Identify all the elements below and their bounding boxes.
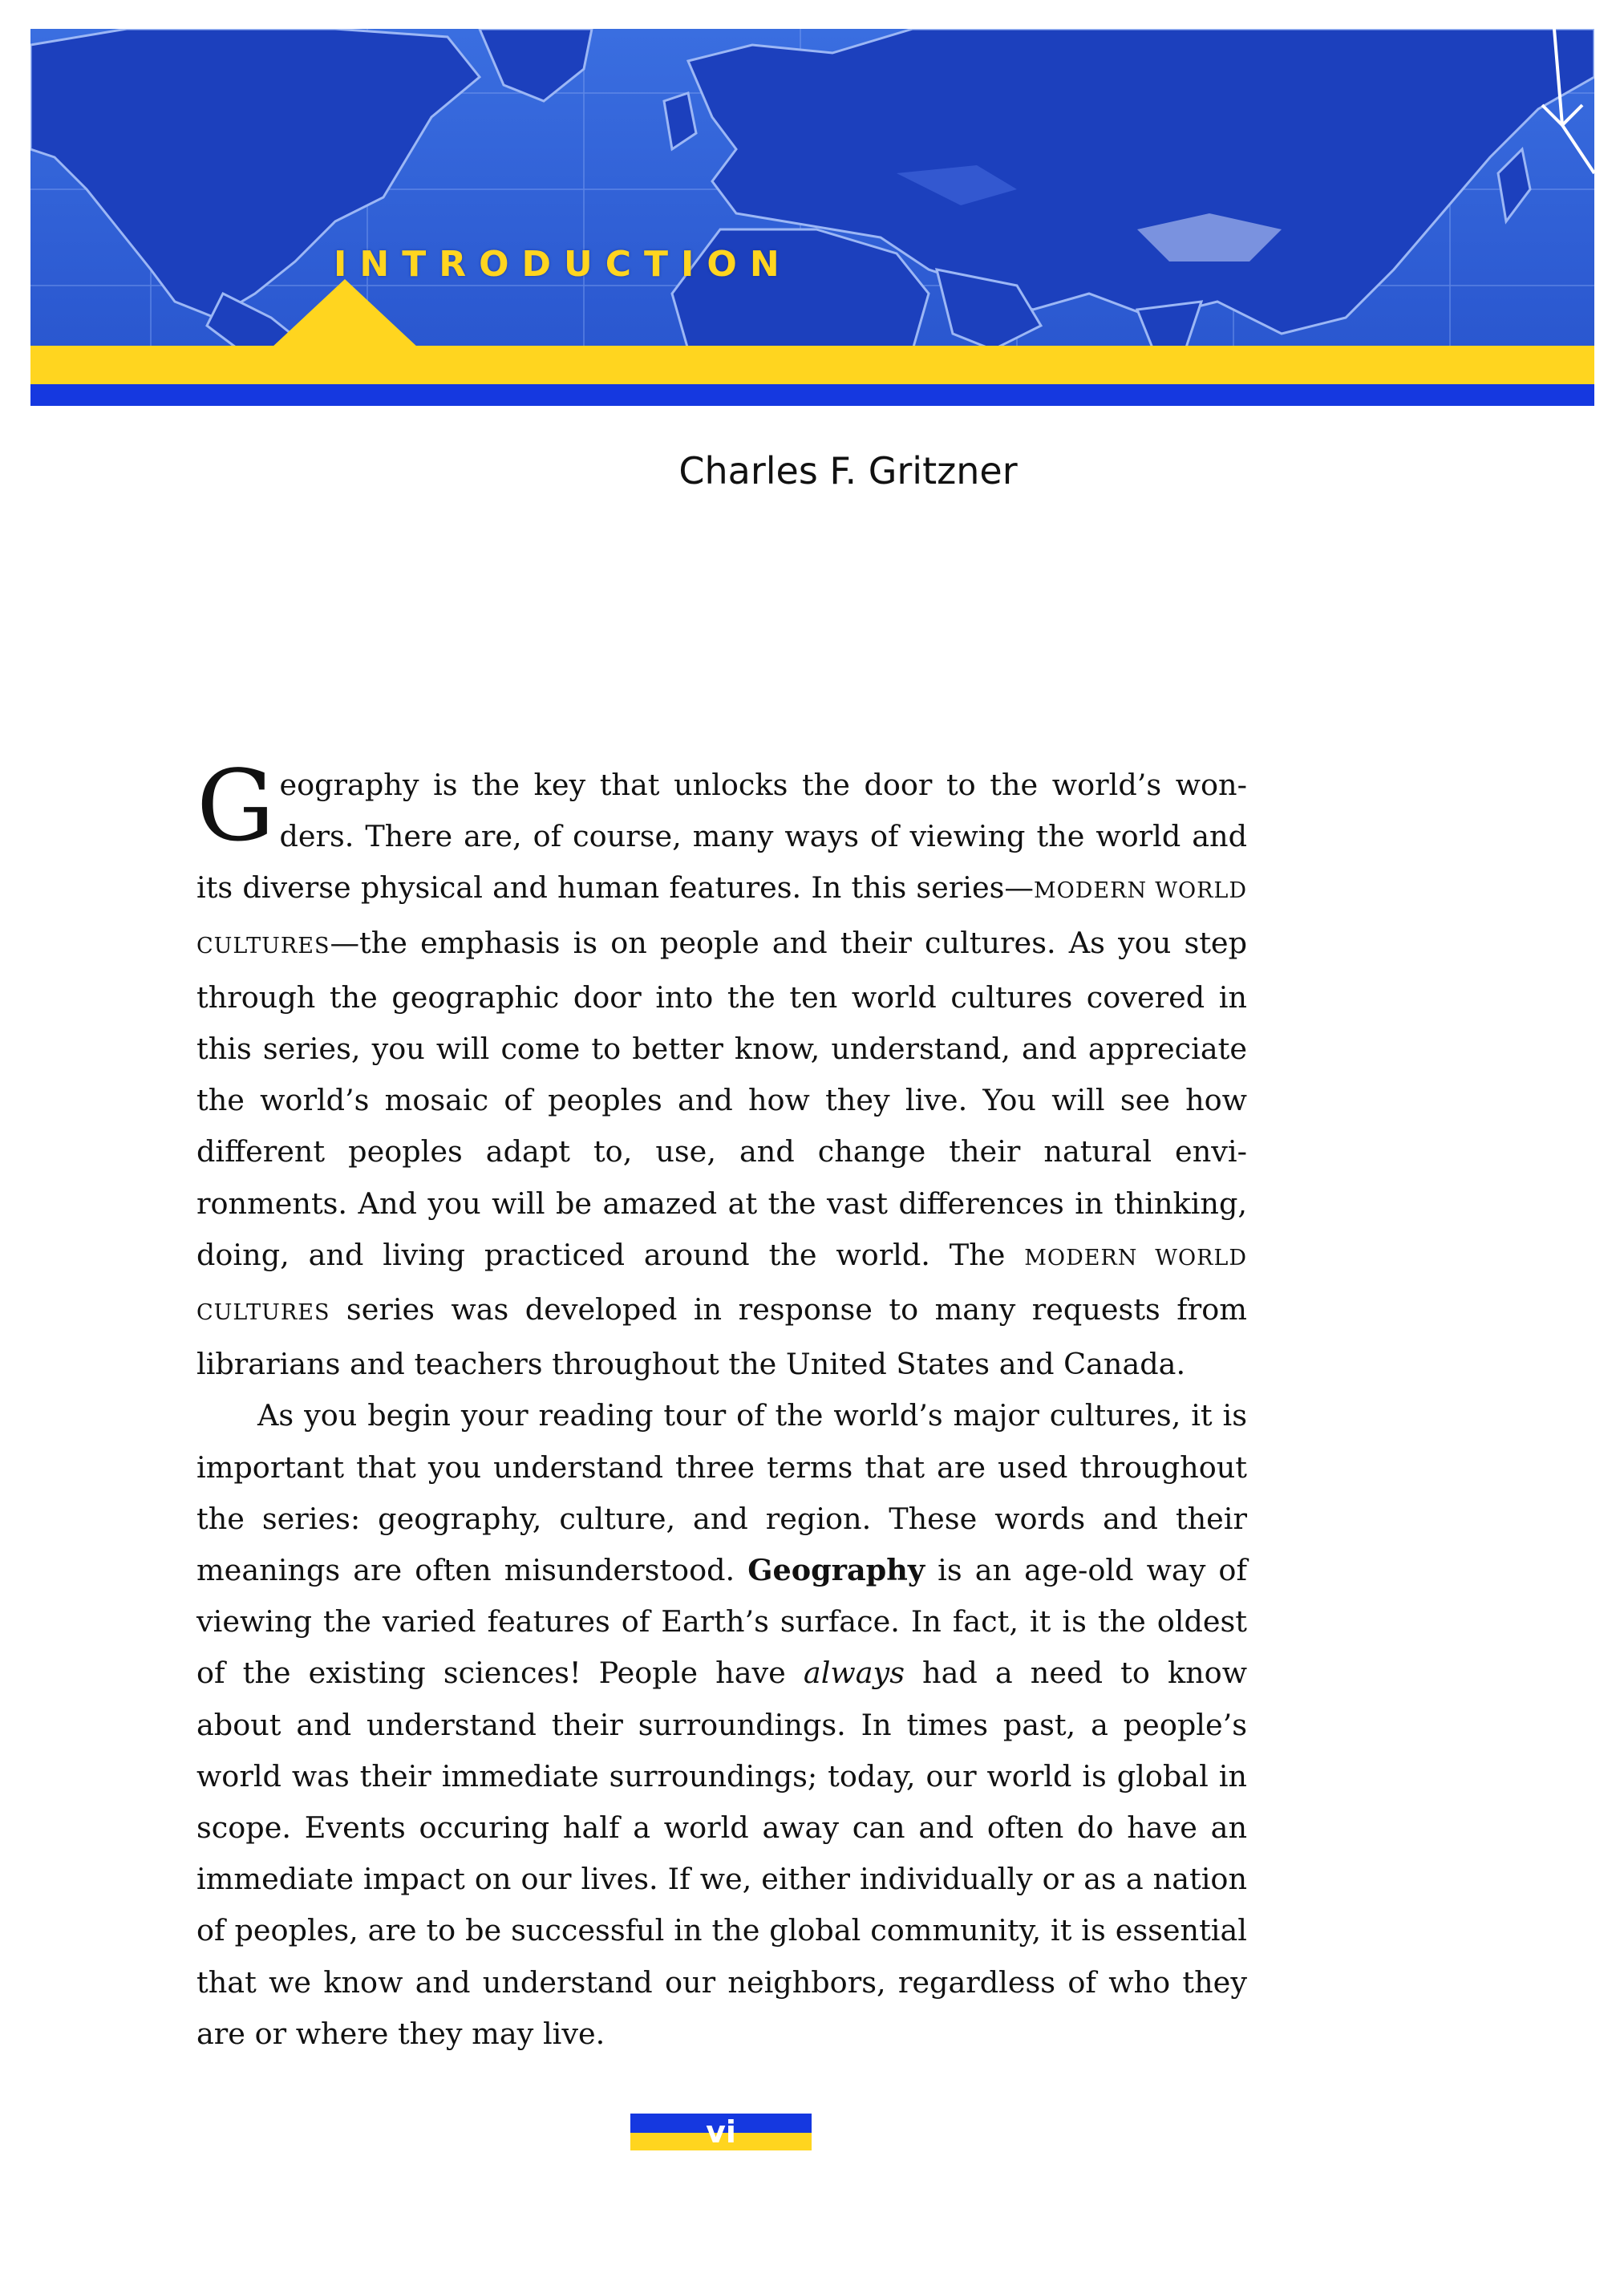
drop-cap: G [196,749,275,863]
paragraph-1 [196,749,1247,1390]
banner-blue-stripe [30,384,1594,406]
banner-yellow-stripe [30,346,1594,384]
key-term: Geography [747,1553,925,1588]
author-name: Charles F. Gritzner [678,449,1018,492]
page-number-tab [630,2114,812,2150]
paragraph-1-text-a: eography is the key that unlocks the door to the world’s wonders. There are, of course, many ways of viewing the world and its diverse physical and human features. In this series— [196,768,1247,906]
chapter-banner [30,29,1594,406]
paragraph-2-text-b: is an age-old way of viewing the varied features of Earth’s surface. In fact, it is the oldest of the existing sciences! People have [196,1553,1247,1691]
chapter-title: INTRODUCTION [334,244,792,285]
emphasis-word: always [803,1656,905,1691]
series-name: MODERN WORLD CULTURES [196,1245,1247,1326]
paragraph-1-text-b: —the emphasis is on people and their cultures. As you step through the geographic door into the ten world cultures covered in this series, you will come to better know, understand, and appreciate the world’s mosaic of peoples and how they live. You will see how different peoples adapt to, use, and change their natural environments. And you will be amazed at the vast differences in thinking, doing, and living practiced around the world. The [196,925,1247,1272]
paragraph-2 [196,1390,1247,2060]
page-number: vi [706,2114,736,2150]
series-name: MODERN WORLD CULTURES [196,878,1247,959]
paragraph-2-text-c: had a need to know about and understand their surroundings. In times past, a people’s world was their immediate surroundings; today, our world is global in scope. Events occuring half a world away can and often do have an immediate impact on our lives. If we, either individually or as a nation of peoples, are to be successful in the global community, it is essential that we know and understand our neighbors, regardless of who they are or where they may live. [196,1656,1247,2051]
paragraph-2-text-a: As you begin your reading tour of the world’s major cultures, it is important that you understand three terms that are used throughout the series: geography, culture, and region. These words and their meanings are often misunderstood. [196,1398,1247,1588]
body-text [196,749,1247,2060]
world-map-image [30,29,1594,350]
banner-triangle-marker [271,279,419,348]
paragraph-1-text-c: series was developed in response to many requests from librarians and teachers throughout the United States and Canada. [196,1292,1247,1382]
